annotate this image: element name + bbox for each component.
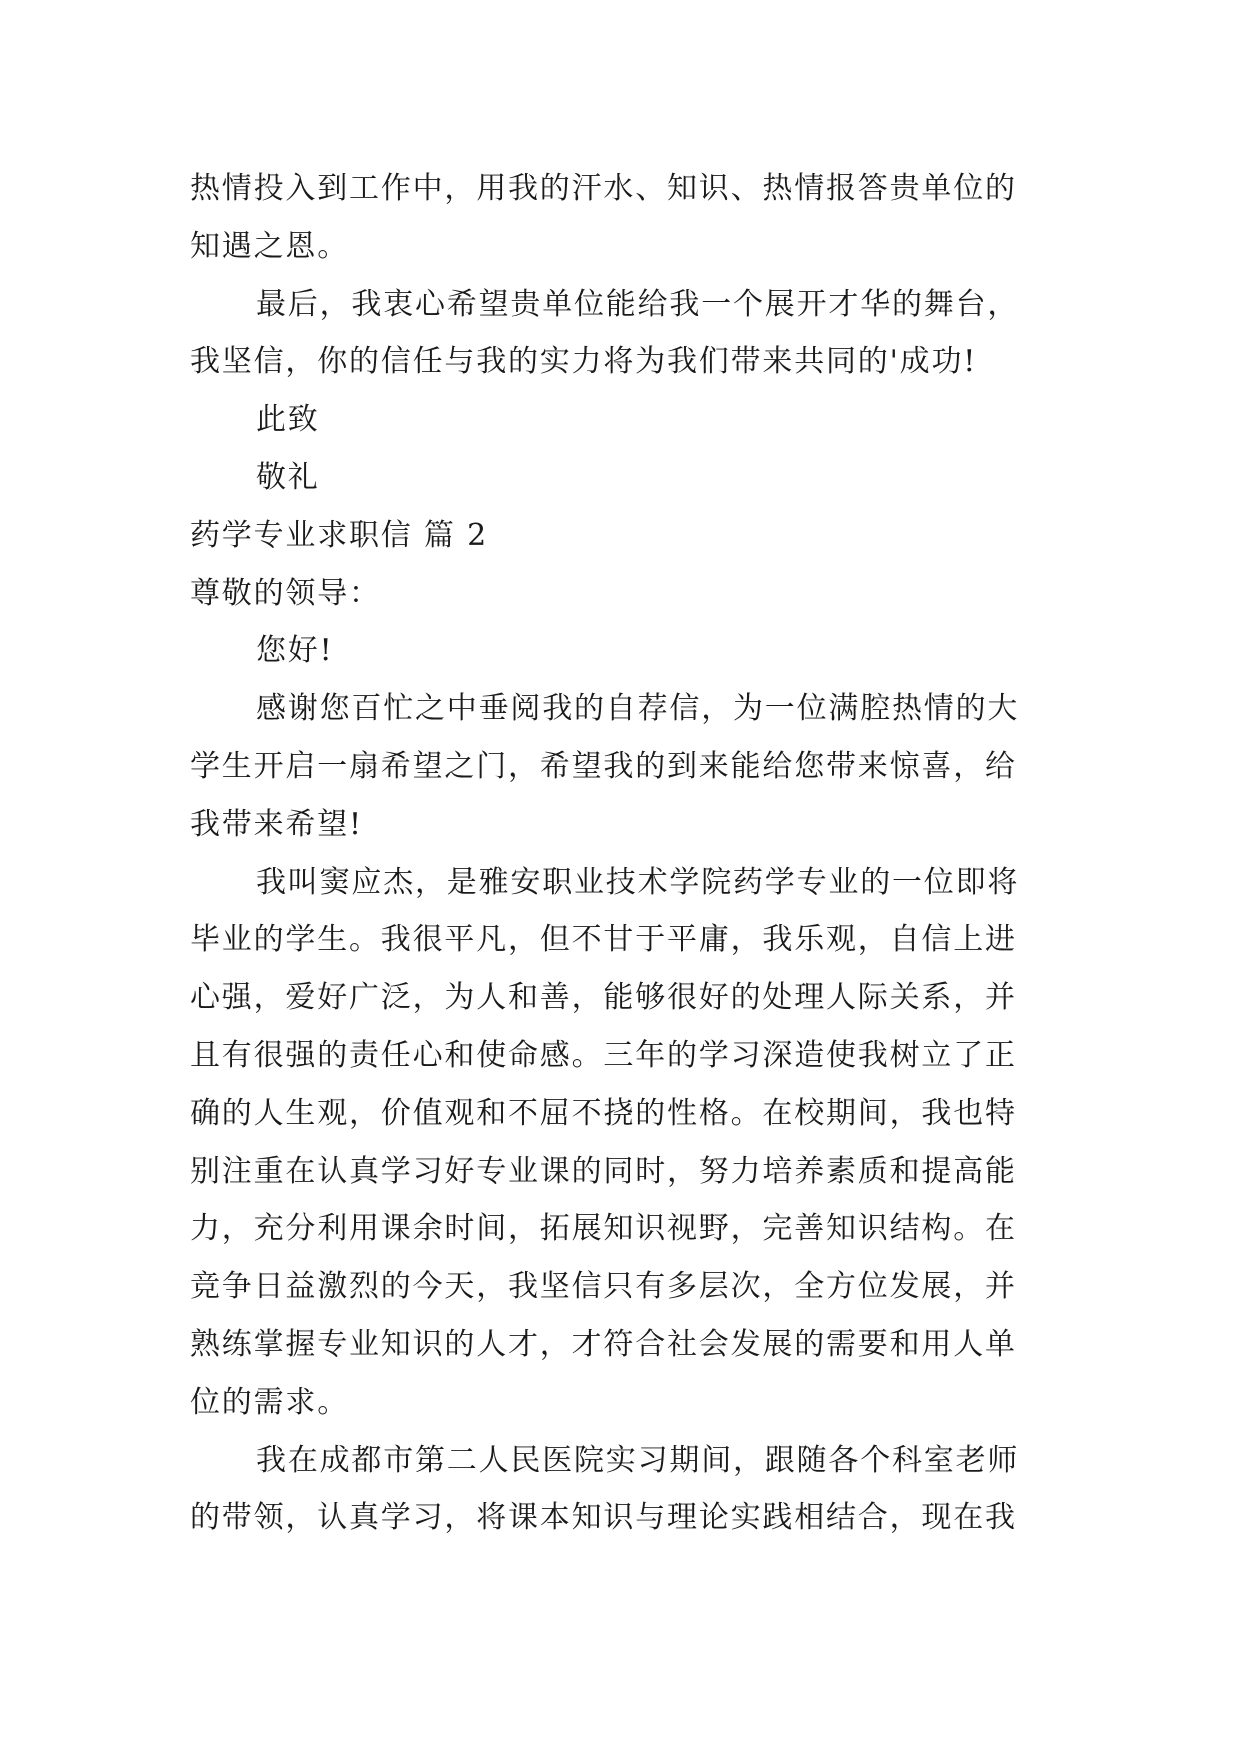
text-line: 心强，爱好广泛，为人和善，能够很好的处理人际关系，并 xyxy=(190,980,1017,1016)
text-line: 毕业的学生。我很平凡，但不甘于平庸，我乐观，自信上进 xyxy=(190,922,1017,958)
text-line: 的带领，认真学习，将课本知识与理论实践相结合，现在我 xyxy=(190,1500,1017,1536)
text-line: 热情投入到工作中，用我的汗水、知识、热情报答贵单位的 xyxy=(190,171,1017,206)
text-line: 我叫窦应杰，是雅安职业技术学院药学专业的一位即将 xyxy=(256,864,1020,900)
text-line: 熟练掌握专业知识的人才，才符合社会发展的需要和用人单 xyxy=(190,1326,1017,1362)
text-line: 且有很强的责任心和使命感。三年的学习深造使我树立了正 xyxy=(190,1037,1017,1073)
letter-greeting: 尊敬的领导： xyxy=(190,575,381,611)
section-heading: 药学专业求职信 篇 2 xyxy=(190,517,488,553)
text-line: 别注重在认真学习好专业课的同时，努力培养素质和提高能 xyxy=(190,1153,1017,1189)
text-line: 我坚信，你的信任与我的实力将为我们带来共同的'成功! xyxy=(190,344,978,380)
text-line: 我带来希望! xyxy=(190,806,363,842)
text-line: 知遇之恩。 xyxy=(190,228,349,264)
text-line: 确的人生观，价值观和不屈不挠的性格。在校期间，我也特 xyxy=(190,1095,1017,1131)
closing-regards: 敬礼 xyxy=(256,459,320,495)
text-line: 位的需求。 xyxy=(190,1384,349,1420)
text-line: 最后，我衷心希望贵单位能给我一个展开才华的舞台， xyxy=(256,286,1020,322)
text-line: 感谢您百忙之中垂阅我的自荐信，为一位满腔热情的大 xyxy=(256,691,1020,727)
closing-salutation: 此致 xyxy=(256,402,320,438)
text-line: 学生开启一扇希望之门，希望我的到来能给您带来惊喜，给 xyxy=(190,748,1017,784)
text-line: 您好! xyxy=(256,633,334,669)
text-line: 竞争日益激烈的今天，我坚信只有多层次，全方位发展，并 xyxy=(190,1269,1017,1305)
text-line: 我在成都市第二人民医院实习期间，跟随各个科室老师 xyxy=(256,1442,1020,1478)
document-body xyxy=(190,160,1050,1547)
text-line: 力，充分利用课余时间，拓展知识视野，完善知识结构。在 xyxy=(190,1211,1017,1247)
